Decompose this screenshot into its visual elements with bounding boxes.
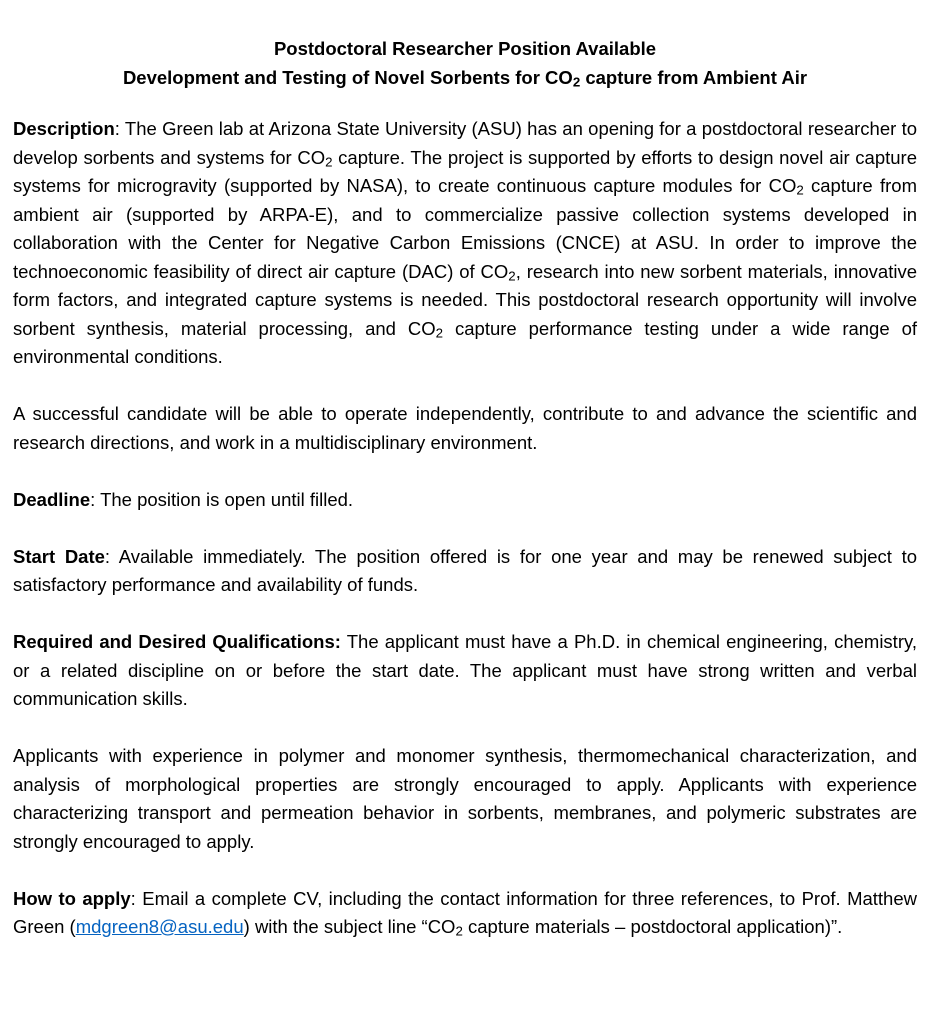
deadline-colon: :: [90, 488, 101, 510]
applicants-paragraph: Applicants with experience in polymer and monomer synthesis, thermomechanical characterization, and analysis of morphological properties are strongly encouraged to apply. Applicants with experience characterizing transport and permeation behavior in sorbents, membranes, and polymeric substrates are strongly encouraged to apply.: [13, 745, 917, 852]
description-colon: :: [114, 118, 125, 139]
description-sub-3: 2: [508, 267, 516, 283]
how-to-apply-paragraph: [13, 885, 917, 942]
how-to-apply-text-2: ) with the subject line “CO: [243, 916, 456, 937]
how-to-apply-sub: 2: [455, 923, 463, 939]
description-text-1: The Green lab at Arizona State University (ASU) has an opening for a postdoctoral researcher to develop sorbents and systems for CO: [13, 118, 917, 168]
description-text-2: capture. The project is supported by efforts to design novel air capture systems for microgravity (supported by NASA), to create continuous capture modules for CO: [13, 146, 917, 196]
start-date-colon: :: [104, 545, 119, 567]
qualifications-paragraph: [13, 628, 917, 714]
candidate-paragraph: A successful candidate will be able to operate independently, contribute to and advance the scientific and research directions, and work in a multidisciplinary environment.: [13, 403, 917, 453]
description-label: Description: [13, 118, 115, 139]
deadline-text: The position is open until filled.: [100, 488, 354, 510]
description-paragraph: [13, 115, 917, 372]
deadline-label: Deadline: [13, 488, 91, 510]
how-to-apply-label: How to apply: [13, 887, 131, 909]
qualifications-text: The applicant must have a Ph.D. in chemical engineering, chemistry, or a related discipline on or before the start date. The applicant must have strong written and verbal communication skills.: [13, 631, 918, 709]
start-date-label: Start Date: [13, 545, 105, 567]
description-sub-2: 2: [796, 182, 804, 198]
description-text-3: capture from ambient air (supported by ARPA-E), and to commercialize passive collection systems developed in collaboration with the Center for Negative Carbon Emissions (CNCE) at ASU. In order to improve the technoeconomic feasibility of direct air capture (DAC) of CO: [13, 175, 917, 282]
how-to-apply-text-1: Email a complete CV, including the contact information for three references, to Prof. Matthew Green (: [13, 887, 917, 937]
start-date-paragraph: [13, 543, 917, 600]
description-text-5: capture performance testing under a wide range of environmental conditions.: [13, 317, 917, 367]
description-text-4: , research into new sorbent materials, innovative form factors, and integrated capture systems is needed. This postdoctoral research opportunity will involve sorbent synthesis, material processing, and CO: [13, 260, 917, 339]
how-to-apply-colon: :: [130, 887, 143, 909]
document-title: [13, 35, 917, 92]
how-to-apply-text-3: capture materials – postdoctoral application)”.: [462, 916, 843, 937]
title-line-1: Postdoctoral Researcher Position Available: [273, 38, 657, 59]
qualifications-label: Required and Desired Qualifications:: [13, 631, 341, 652]
title-line-2-end: capture from Ambient Air: [580, 66, 808, 88]
email-link[interactable]: mdgreen8@asu.edu: [75, 916, 244, 937]
description-sub-1: 2: [325, 153, 333, 169]
deadline-paragraph: [13, 486, 917, 515]
start-date-text: Available immediately. The position offered is for one year and may be renewed subject to satisfactory performance and availability of funds.: [13, 545, 918, 595]
title-line-2-text: Development and Testing of Novel Sorbents for CO: [122, 66, 573, 88]
description-sub-4: 2: [435, 324, 444, 340]
title-subscript: 2: [572, 73, 581, 89]
title-line-2: [13, 64, 917, 93]
